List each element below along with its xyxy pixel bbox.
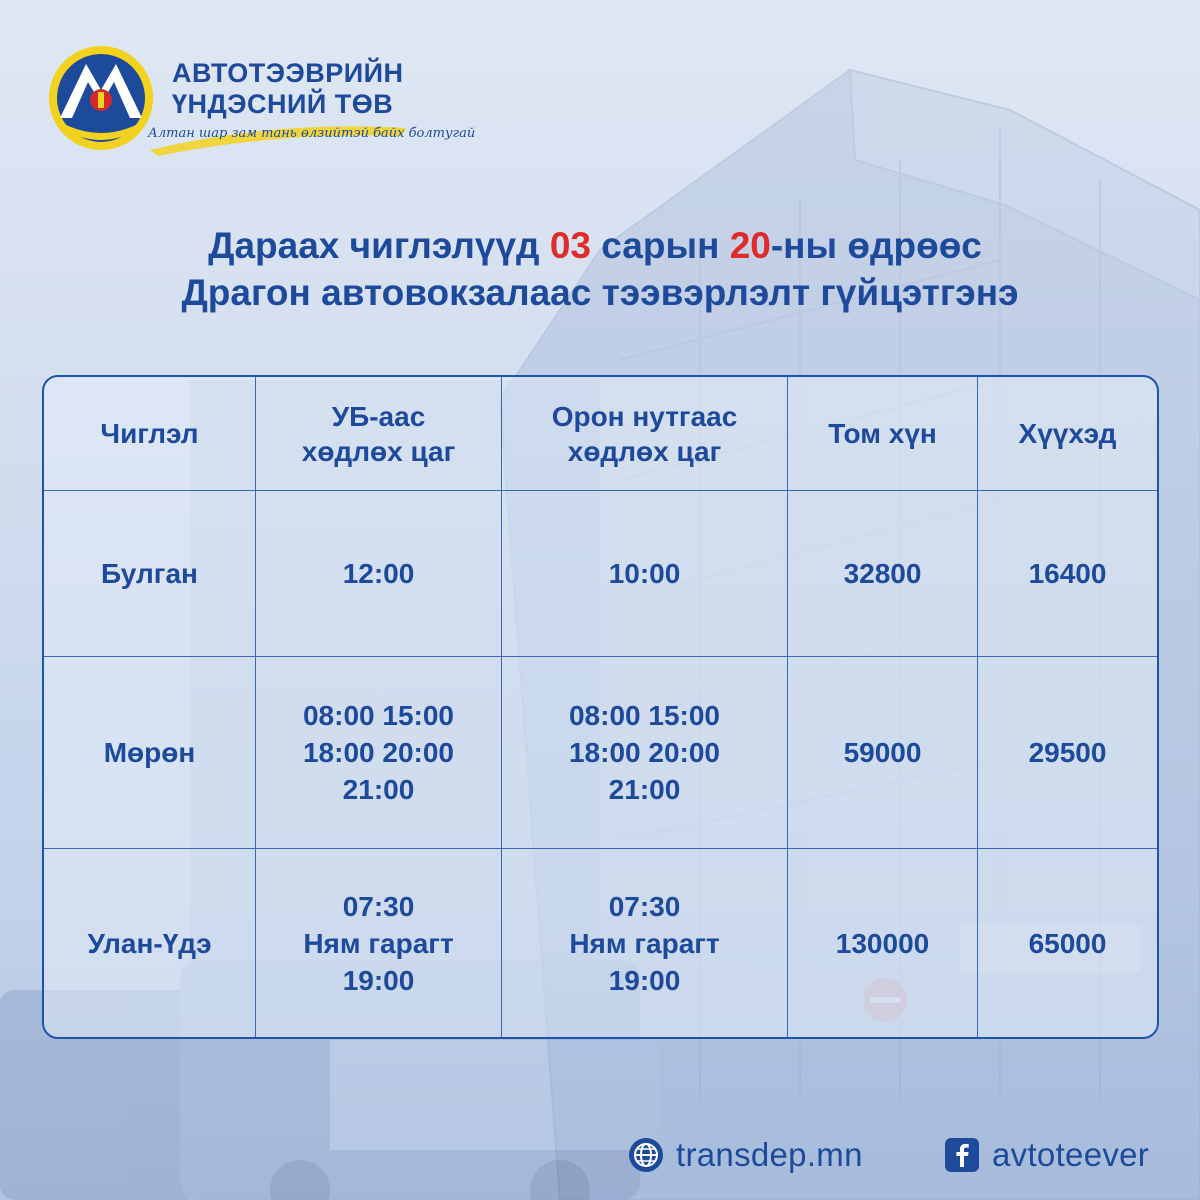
headline-day: 20	[729, 225, 771, 266]
child-fare: 29500	[1028, 737, 1107, 768]
facebook-text[interactable]: avtoteever	[992, 1136, 1150, 1173]
departure-times: 12:00	[342, 558, 415, 589]
departure-times: 10:00	[608, 558, 681, 589]
departure-local-cell	[502, 849, 788, 1037]
adult-fare-cell	[788, 491, 978, 657]
organization-name-line1: АВТОТЭЭВРИЙН	[172, 58, 404, 88]
globe-icon	[628, 1137, 664, 1173]
adult-fare: 130000	[835, 927, 930, 959]
website-text[interactable]: transdep.mn	[676, 1136, 863, 1173]
route-cell	[44, 491, 256, 657]
child-fare-cell	[978, 491, 1157, 657]
adult-fare-cell	[788, 657, 978, 849]
headline-text: Дараах чиглэлүүд	[208, 225, 550, 266]
child-fare: 65000	[1028, 927, 1107, 959]
route-name: Улан-Үдэ	[87, 927, 212, 959]
headline-text: сарын	[590, 225, 730, 266]
schedule-table	[42, 375, 1159, 1039]
route-cell	[44, 657, 256, 849]
website-link[interactable]	[628, 1136, 863, 1174]
header-departure-local	[502, 377, 788, 491]
header-label: Орон нутгаас хөдлөх цаг	[551, 400, 738, 467]
route-name: Булган	[101, 558, 198, 589]
organization-name-line2: ҮНДЭСНИЙ ТӨВ	[172, 89, 394, 119]
child-fare-cell	[978, 657, 1157, 849]
header-label: Том хүн	[828, 418, 937, 449]
route-name: Мөрөн	[103, 737, 196, 768]
header-label: Хүүхэд	[1018, 418, 1117, 449]
child-fare: 16400	[1028, 558, 1107, 589]
header-child-fare	[978, 377, 1157, 491]
header-route	[44, 377, 256, 491]
departure-times: 07:30 Ням гарагт 19:00	[569, 890, 720, 996]
child-fare-cell	[978, 849, 1157, 1037]
route-cell	[44, 849, 256, 1037]
headline-month: 03	[549, 225, 591, 266]
headline	[0, 222, 1200, 316]
departure-times: 07:30 Ням гарагт 19:00	[303, 890, 454, 996]
headline-line2: Драгон автовокзалаас тээвэрлэлт гүйцэтгэнэ	[181, 272, 1019, 313]
departure-times: 08:00 15:00 18:00 20:00 21:00	[302, 700, 454, 805]
adult-fare: 32800	[843, 558, 922, 589]
departure-ub-cell	[256, 491, 502, 657]
header-label: Чиглэл	[100, 418, 199, 449]
header-adult-fare	[788, 377, 978, 491]
departure-local-cell	[502, 491, 788, 657]
departure-ub-cell	[256, 849, 502, 1037]
header-departure-ub	[256, 377, 502, 491]
adult-fare: 59000	[843, 737, 922, 768]
organization-slogan: Алтан шар зам тань өлзийтэй байх болтугай	[148, 126, 476, 141]
facebook-icon	[944, 1137, 980, 1173]
facebook-link[interactable]	[944, 1136, 1149, 1174]
header-label: УБ-аас хөдлөх цаг	[301, 400, 456, 467]
departure-ub-cell	[256, 657, 502, 849]
departure-local-cell	[502, 657, 788, 849]
adult-fare-cell	[788, 849, 978, 1037]
logo-emblem	[46, 42, 156, 154]
departure-times: 08:00 15:00 18:00 20:00 21:00	[568, 700, 720, 805]
organization-name	[172, 58, 404, 120]
headline-text: -ны өдрөөс	[770, 225, 982, 266]
headline-line1	[0, 222, 1200, 269]
